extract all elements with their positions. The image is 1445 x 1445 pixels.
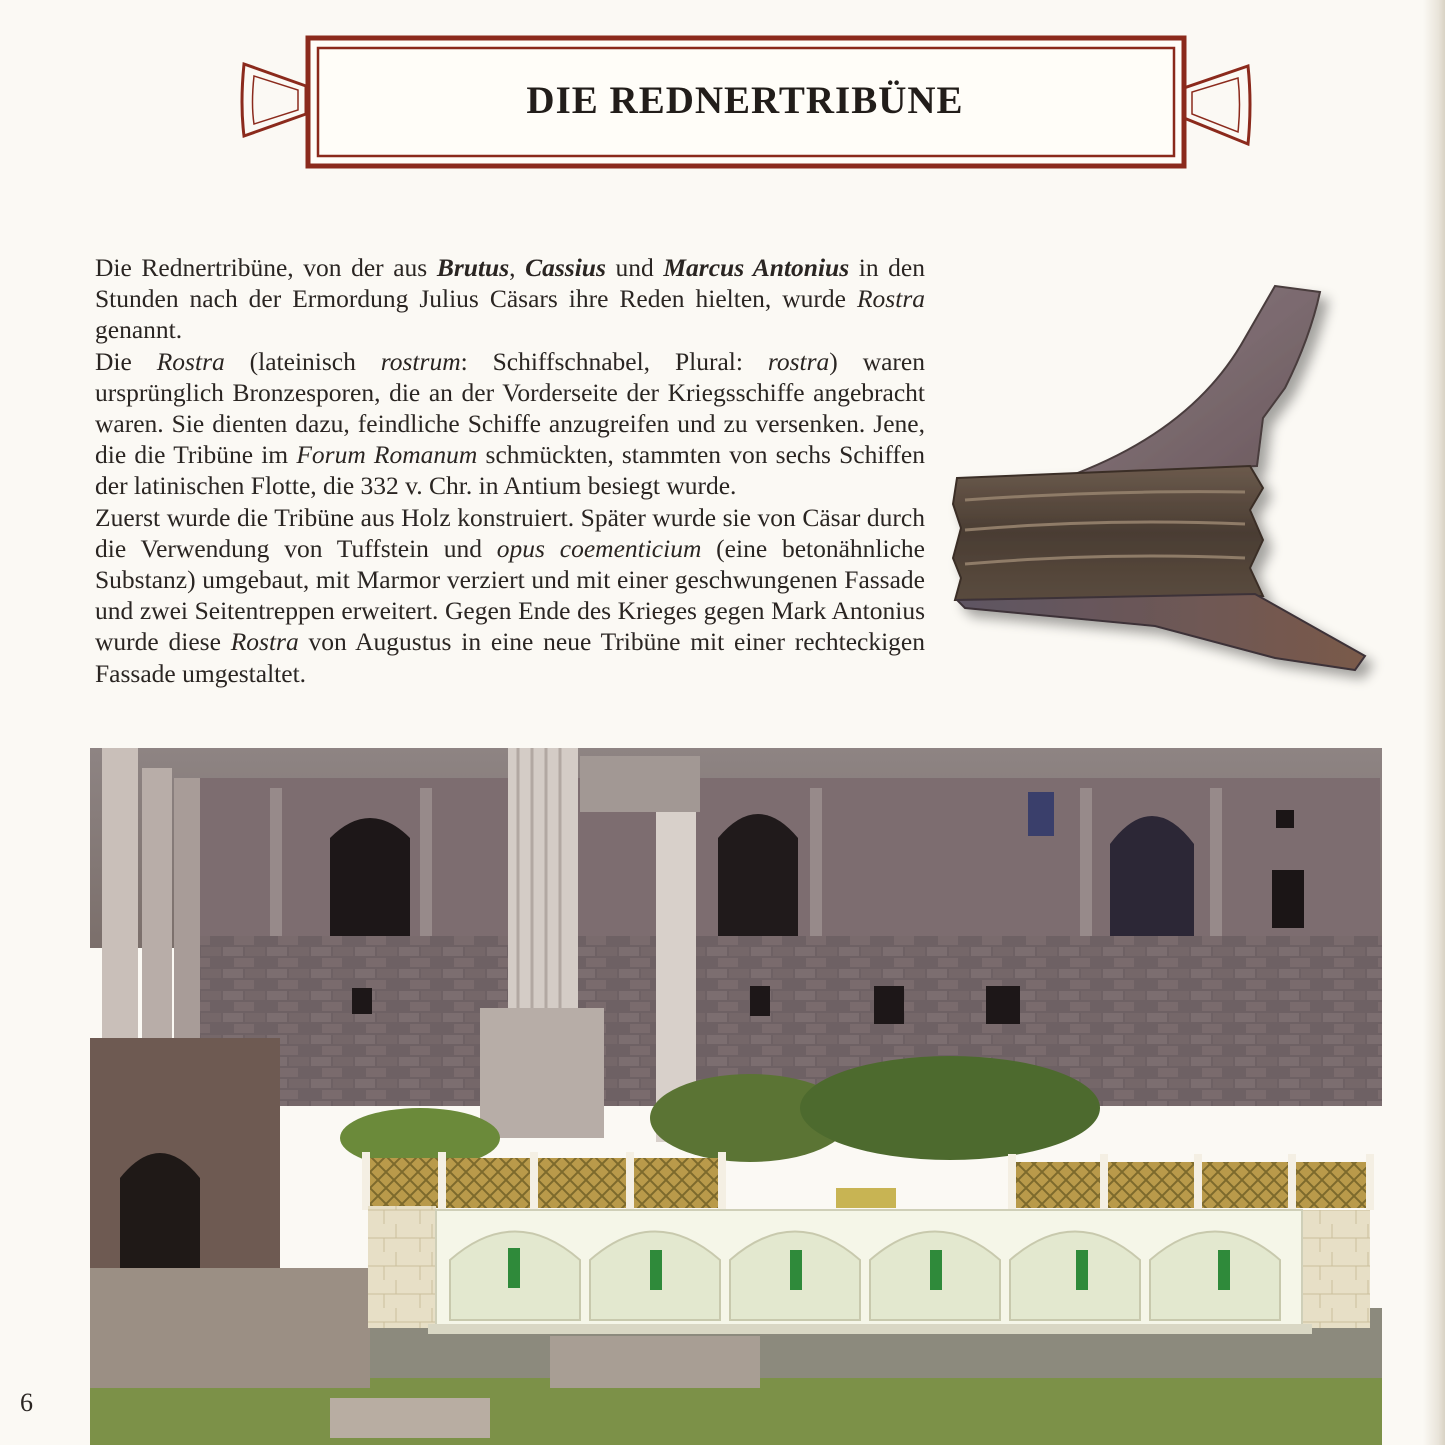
text-run: in den Stunden nach der Ermordung Julius Cäsars ihre Reden hielten, wurde	[95, 253, 925, 314]
paragraph-3	[95, 502, 925, 689]
text-run: und	[605, 253, 664, 282]
term-rostra: Rostra	[230, 627, 299, 657]
term-rostra: Rostra	[156, 346, 225, 376]
text-run: von Augustus in eine neue Tribüne mit einer rechteckigen Fassade umgestaltet.	[95, 627, 926, 688]
bronze-rostrum-image	[945, 278, 1385, 698]
paragraph-1	[95, 252, 925, 346]
term-rostra-plural: rostra	[767, 346, 830, 376]
page-edge	[1423, 0, 1445, 1445]
term-opus-coementicium: opus coementicium	[496, 533, 702, 563]
term-rostra: Rostra	[856, 284, 925, 314]
text-run: ) waren ursprünglich Bronzesporen, die an der Vorderseite der Kriegsschiffe angebracht waren. Sie dienten dazu, feindliche Schiffe anzugreifen und zu versenken. Jene, die die Tribüne im	[95, 346, 925, 470]
name-cassius: Cassius	[525, 253, 606, 282]
text-run: : Schiffschnabel, Plural:	[460, 346, 768, 376]
paragraph-2	[95, 346, 925, 502]
page-number: 6	[20, 1388, 33, 1417]
page-title: DIE REDNERTRIBÜNE	[526, 79, 964, 122]
term-rostrum: rostrum	[380, 346, 461, 376]
name-marcus-antonius: Marcus Antonius	[663, 253, 850, 282]
text-run: Zuerst wurde die Tribüne aus Holz konstruiert. Später wurde sie von Cäsar durch die Verwendung von Tuffstein und	[95, 502, 925, 563]
text-run: (lateinisch	[224, 346, 381, 376]
article-body	[95, 252, 925, 689]
text-run: (eine betonähnliche Substanz) umgebaut, mit Marmor verziert und mit einer geschwungenen Fassade und zwei Seitentreppen erweitert. Gegen Ende des Krieges gegen Mark Antonius wurde diese	[95, 533, 925, 657]
text-run: genannt.	[95, 315, 183, 345]
name-brutus: Brutus	[436, 253, 510, 282]
forum-rostra-reconstruction-photo	[90, 748, 1382, 1445]
text-run: Die Rednertribüne, von der aus	[95, 253, 437, 282]
text-run: Die	[95, 346, 157, 376]
text-run: schmückten, stammten von sechs Schiffen der latinischen Flotte, die 332 v. Chr. in Antium besiegt wurde.	[95, 440, 925, 501]
term-forum-romanum: Forum Romanum	[296, 440, 478, 470]
text-run: ,	[509, 253, 526, 282]
